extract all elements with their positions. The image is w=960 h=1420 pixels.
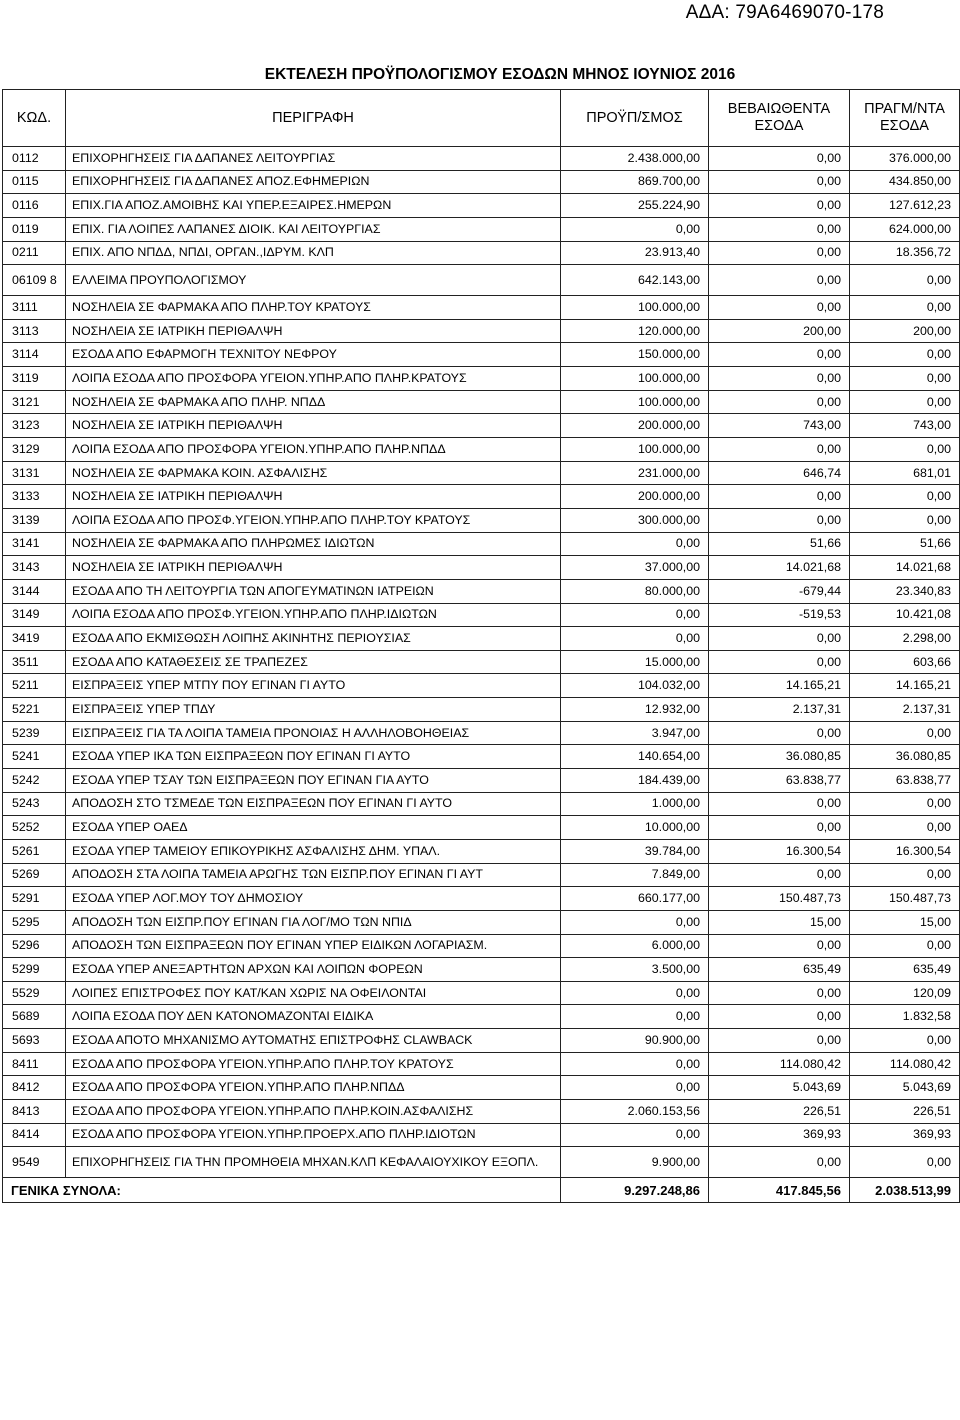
row-code: 3121 [3, 390, 66, 414]
row-description: ΕΣΟΔΑ ΥΠΕΡ ΙΚΑ ΤΩΝ ΕΙΣΠΡΑΞΕΩΝ ΠΟΥ ΕΓΙΝΑΝ ΓΙ ΑΥΤΟ [66, 745, 561, 769]
row-description: ΛΟΙΠΕΣ ΕΠΙΣΤΡΟΦΕΣ ΠΟΥ ΚΑΤ/ΚΑΝ ΧΩΡΙΣ ΝΑ ΟΦΕΙΛΟΝΤΑΙ [66, 981, 561, 1005]
table-row [3, 1005, 960, 1029]
row-budget: 150.000,00 [561, 343, 709, 367]
row-confirmed: 0,00 [709, 981, 850, 1005]
row-confirmed: 0,00 [709, 721, 850, 745]
row-budget: 12.932,00 [561, 698, 709, 722]
row-confirmed: 369,93 [709, 1123, 850, 1147]
row-budget: 3.947,00 [561, 721, 709, 745]
row-realized: 743,00 [850, 414, 960, 438]
row-confirmed: 114.080,42 [709, 1052, 850, 1076]
row-confirmed: 0,00 [709, 390, 850, 414]
table-row [3, 194, 960, 218]
totals-label: ΓΕΝΙΚΑ ΣΥΝΟΛΑ: [3, 1178, 561, 1203]
row-realized: 150.487,73 [850, 887, 960, 911]
row-description: ΑΠΟΔΟΣΗ ΤΩΝ ΕΙΣΠΡΑΞΕΩΝ ΠΟΥ ΕΓΙΝΑΝ ΥΠΕΡ ΕΙΔΙΚΩΝ ΛΟΓΑΡΙΑΣΜ. [66, 934, 561, 958]
row-code: 5295 [3, 910, 66, 934]
row-confirmed: 0,00 [709, 147, 850, 171]
row-code: 3119 [3, 367, 66, 391]
row-description: ΛΟΙΠΑ ΕΣΟΔΑ ΑΠΟ ΠΡΟΣΦΟΡΑ ΥΓΕΙΟΝ.ΥΠΗΡ.ΑΠΟ ΠΛΗΡ.ΝΠΔΔ [66, 438, 561, 462]
row-budget: 0,00 [561, 1076, 709, 1100]
row-description: ΑΠΟΔΟΣΗ ΣΤΟ ΤΣΜΕΔΕ ΤΩΝ ΕΙΣΠΡΑΞΕΩΝ ΠΟΥ ΕΓΙΝΑΝ ΓΙ ΑΥΤΟ [66, 792, 561, 816]
totals-budget: 9.297.248,86 [561, 1178, 709, 1203]
row-realized: 14.165,21 [850, 674, 960, 698]
row-realized: 16.300,54 [850, 839, 960, 863]
table-row [3, 438, 960, 462]
row-description: ΕΠΙΧΟΡΗΓΗΣΕΙΣ ΓΙΑ ΔΑΠΑΝΕΣ ΑΠΟΖ.ΕΦΗΜΕΡΙΩΝ [66, 170, 561, 194]
table-row [3, 296, 960, 320]
row-confirmed: 0,00 [709, 1005, 850, 1029]
row-realized: 0,00 [850, 721, 960, 745]
row-budget: 869.700,00 [561, 170, 709, 194]
ada-identifier: ΑΔΑ: 79Α6469070-178 [685, 2, 884, 23]
row-description: ΕΙΣΠΡΑΞΕΙΣ ΥΠΕΡ ΜΤΠΥ ΠΟΥ ΕΓΙΝΑΝ ΓΙ ΑΥΤΟ [66, 674, 561, 698]
row-budget: 200.000,00 [561, 485, 709, 509]
table-row [3, 863, 960, 887]
row-confirmed: -679,44 [709, 579, 850, 603]
row-description: ΝΟΣΗΛΕΙΑ ΣΕ ΙΑΤΡΙΚΗ ΠΕΡΙΘΑΛΨΗ [66, 556, 561, 580]
row-budget: 660.177,00 [561, 887, 709, 911]
row-description: ΕΣΟΔΑ ΥΠΕΡ ΤΣΑΥ ΤΩΝ ΕΙΣΠΡΑΞΕΩΝ ΠΟΥ ΕΓΙΝΑΝ ΓΙΑ ΑΥΤΟ [66, 769, 561, 793]
row-confirmed: 2.137,31 [709, 698, 850, 722]
table-row [3, 698, 960, 722]
table-row [3, 816, 960, 840]
row-description: ΕΠΙΧ. ΓΙΑ ΛΟΙΠΕΣ ΛΑΠΑΝΕΣ ΔΙΟΙΚ. ΚΑΙ ΛΕΙΤΟΥΡΓΙΑΣ [66, 217, 561, 241]
table-row [3, 319, 960, 343]
header-confirmed: ΒΕΒΑΙΩΘΕΝΤΑ ΕΣΟΔΑ [709, 90, 850, 147]
row-budget: 10.000,00 [561, 816, 709, 840]
row-description: ΕΣΟΔΑ ΑΠΟ ΤΗ ΛΕΙΤΟΥΡΓΙΑ ΤΩΝ ΑΠΟΓΕΥΜΑΤΙΝΩΝ ΙΑΤΡΕΙΩΝ [66, 579, 561, 603]
row-code: 3129 [3, 438, 66, 462]
row-realized: 603,66 [850, 650, 960, 674]
table-row [3, 532, 960, 556]
table-row [3, 485, 960, 509]
row-code: 5261 [3, 839, 66, 863]
row-code: 0116 [3, 194, 66, 218]
row-code: 5296 [3, 934, 66, 958]
table-row [3, 390, 960, 414]
row-budget: 0,00 [561, 217, 709, 241]
row-description: ΕΣΟΔΑ ΥΠΕΡ ΛΟΓ.ΜΟΥ ΤΟΥ ΔΗΜΟΣΙΟΥ [66, 887, 561, 911]
row-confirmed: 16.300,54 [709, 839, 850, 863]
row-code: 06109 8 [3, 265, 66, 296]
table-row [3, 934, 960, 958]
row-budget: 39.784,00 [561, 839, 709, 863]
row-confirmed: 0,00 [709, 1029, 850, 1053]
row-budget: 80.000,00 [561, 579, 709, 603]
row-realized: 0,00 [850, 792, 960, 816]
row-budget: 0,00 [561, 1123, 709, 1147]
row-description: ΝΟΣΗΛΕΙΑ ΣΕ ΙΑΤΡΙΚΗ ΠΕΡΙΘΑΛΨΗ [66, 414, 561, 438]
row-realized: 0,00 [850, 343, 960, 367]
row-budget: 37.000,00 [561, 556, 709, 580]
row-budget: 2.438.000,00 [561, 147, 709, 171]
row-code: 5221 [3, 698, 66, 722]
table-row [3, 745, 960, 769]
table-row [3, 769, 960, 793]
row-realized: 0,00 [850, 296, 960, 320]
row-realized: 624.000,00 [850, 217, 960, 241]
row-confirmed: 5.043,69 [709, 1076, 850, 1100]
row-realized: 0,00 [850, 1029, 960, 1053]
row-code: 3131 [3, 461, 66, 485]
row-code: 8412 [3, 1076, 66, 1100]
row-confirmed: 646,74 [709, 461, 850, 485]
page-title: ΕΚΤΕΛΕΣΗ ΠΡΟΫΠΟΛΟΓΙΣΜΟΥ ΕΣΟΔΩΝ ΜΗΝΟΣ ΙΟΥΝΙΟΣ 2016 [264, 66, 736, 83]
row-confirmed: 150.487,73 [709, 887, 850, 911]
table-row [3, 1029, 960, 1053]
row-realized: 635,49 [850, 958, 960, 982]
row-description: ΛΟΙΠΑ ΕΣΟΔΑ ΠΟΥ ΔΕΝ ΚΑΤΟΝΟΜΑΖΟΝΤΑΙ ΕΙΔΙΚΑ [66, 1005, 561, 1029]
table-row [3, 170, 960, 194]
row-budget: 2.060.153,56 [561, 1099, 709, 1123]
row-realized: 200,00 [850, 319, 960, 343]
row-description: ΝΟΣΗΛΕΙΑ ΣΕ ΙΑΤΡΙΚΗ ΠΕΡΙΘΑΛΨΗ [66, 319, 561, 343]
row-code: 5242 [3, 769, 66, 793]
table-header-row [3, 90, 960, 147]
row-confirmed: 14.165,21 [709, 674, 850, 698]
totals-row [3, 1178, 960, 1203]
row-budget: 6.000,00 [561, 934, 709, 958]
row-budget: 7.849,00 [561, 863, 709, 887]
row-realized: 36.080,85 [850, 745, 960, 769]
row-description: ΕΣΟΔΑ ΑΠΟ ΚΑΤΑΘΕΣΕΙΣ ΣΕ ΤΡΑΠΕΖΕΣ [66, 650, 561, 674]
row-description: ΕΣΟΔΑ ΑΠΟ ΠΡΟΣΦΟΡΑ ΥΓΕΙΟΝ.ΥΠΗΡ.ΑΠΟ ΠΛΗΡ.ΝΠΔΔ [66, 1076, 561, 1100]
revenue-table [2, 89, 960, 1203]
table-row [3, 241, 960, 265]
table-row [3, 958, 960, 982]
row-budget: 0,00 [561, 1005, 709, 1029]
row-code: 0115 [3, 170, 66, 194]
table-row [3, 887, 960, 911]
row-confirmed: 0,00 [709, 863, 850, 887]
row-code: 5211 [3, 674, 66, 698]
row-description: ΕΙΣΠΡΑΞΕΙΣ ΓΙΑ ΤΑ ΛΟΙΠΑ ΤΑΜΕΙΑ ΠΡΟΝΟΙΑΣ Η ΑΛΛΗΛΟΒΟΗΘΕΙΑΣ [66, 721, 561, 745]
row-code: 5529 [3, 981, 66, 1005]
row-code: 3139 [3, 508, 66, 532]
table-row [3, 650, 960, 674]
row-budget: 0,00 [561, 910, 709, 934]
row-budget: 1.000,00 [561, 792, 709, 816]
row-realized: 2.137,31 [850, 698, 960, 722]
row-realized: 2.298,00 [850, 627, 960, 651]
row-budget: 642.143,00 [561, 265, 709, 296]
row-budget: 255.224,90 [561, 194, 709, 218]
row-code: 3511 [3, 650, 66, 674]
row-realized: 1.832,58 [850, 1005, 960, 1029]
row-realized: 51,66 [850, 532, 960, 556]
row-code: 3143 [3, 556, 66, 580]
row-confirmed: 0,00 [709, 792, 850, 816]
row-budget: 231.000,00 [561, 461, 709, 485]
header-code: ΚΩΔ. [3, 90, 66, 147]
row-code: 5693 [3, 1029, 66, 1053]
row-confirmed: 15,00 [709, 910, 850, 934]
row-confirmed: 0,00 [709, 241, 850, 265]
table-row [3, 579, 960, 603]
row-code: 3114 [3, 343, 66, 367]
table-row [3, 1123, 960, 1147]
row-budget: 0,00 [561, 1052, 709, 1076]
row-code: 5239 [3, 721, 66, 745]
row-realized: 369,93 [850, 1123, 960, 1147]
row-realized: 15,00 [850, 910, 960, 934]
row-code: 3419 [3, 627, 66, 651]
row-description: ΕΙΣΠΡΑΞΕΙΣ ΥΠΕΡ ΤΠΔΥ [66, 698, 561, 722]
row-realized: 226,51 [850, 1099, 960, 1123]
table-row [3, 147, 960, 171]
table-row [3, 1052, 960, 1076]
table-row [3, 792, 960, 816]
row-realized: 0,00 [850, 438, 960, 462]
row-realized: 0,00 [850, 508, 960, 532]
row-confirmed: 0,00 [709, 343, 850, 367]
row-budget: 104.032,00 [561, 674, 709, 698]
row-description: ΝΟΣΗΛΕΙΑ ΣΕ ΦΑΡΜΑΚΑ ΑΠΟ ΠΛΗΡΩΜΕΣ ΙΔΙΩΤΩΝ [66, 532, 561, 556]
row-description: ΕΣΟΔΑ ΑΠΟ ΠΡΟΣΦΟΡΑ ΥΓΕΙΟΝ.ΥΠΗΡ.ΑΠΟ ΠΛΗΡ.ΤΟΥ ΚΡΑΤΟΥΣ [66, 1052, 561, 1076]
row-confirmed: 0,00 [709, 650, 850, 674]
table-row [3, 461, 960, 485]
row-realized: 14.021,68 [850, 556, 960, 580]
table-row [3, 721, 960, 745]
row-confirmed: 14.021,68 [709, 556, 850, 580]
row-realized: 0,00 [850, 863, 960, 887]
row-budget: 184.439,00 [561, 769, 709, 793]
row-realized: 0,00 [850, 265, 960, 296]
row-budget: 140.654,00 [561, 745, 709, 769]
row-description: ΕΠΙΧΟΡΗΓΗΣΕΙΣ ΓΙΑ ΔΑΠΑΝΕΣ ΛΕΙΤΟΥΡΓΙΑΣ [66, 147, 561, 171]
row-code: 3111 [3, 296, 66, 320]
row-confirmed: 0,00 [709, 816, 850, 840]
row-code: 5299 [3, 958, 66, 982]
row-description: ΛΟΙΠΑ ΕΣΟΔΑ ΑΠΟ ΠΡΟΣΦ.ΥΓΕΙΟΝ.ΥΠΗΡ.ΑΠΟ ΠΛΗΡ.ΤΟΥ ΚΡΑΤΟΥΣ [66, 508, 561, 532]
row-realized: 114.080,42 [850, 1052, 960, 1076]
row-budget: 0,00 [561, 532, 709, 556]
row-confirmed: 0,00 [709, 508, 850, 532]
row-confirmed: 0,00 [709, 265, 850, 296]
row-realized: 0,00 [850, 816, 960, 840]
row-budget: 100.000,00 [561, 296, 709, 320]
table-row [3, 414, 960, 438]
table-row [3, 674, 960, 698]
row-confirmed: 0,00 [709, 194, 850, 218]
row-description: ΕΣΟΔΑ ΑΠΟ ΕΚΜΙΣΘΩΣΗ ΛΟΙΠΗΣ ΑΚΙΝΗΤΗΣ ΠΕΡΙΟΥΣΙΑΣ [66, 627, 561, 651]
row-code: 3144 [3, 579, 66, 603]
row-confirmed: 0,00 [709, 934, 850, 958]
row-code: 3149 [3, 603, 66, 627]
table-row [3, 508, 960, 532]
totals-realized: 2.038.513,99 [850, 1178, 960, 1203]
row-description: ΕΣΟΔΑ ΑΠΟ ΠΡΟΣΦΟΡΑ ΥΓΕΙΟΝ.ΥΠΗΡ.ΑΠΟ ΠΛΗΡ.ΚΟΙΝ.ΑΣΦΑΛΙΣΗΣ [66, 1099, 561, 1123]
table-row [3, 981, 960, 1005]
row-confirmed: 743,00 [709, 414, 850, 438]
row-realized: 681,01 [850, 461, 960, 485]
row-budget: 23.913,40 [561, 241, 709, 265]
row-description: ΕΣΟΔΑ ΑΠΟ ΠΡΟΣΦΟΡΑ ΥΓΕΙΟΝ.ΥΠΗΡ.ΠΡΟΕΡΧ.ΑΠΟ ΠΛΗΡ.ΙΔΙΟΤΩΝ [66, 1123, 561, 1147]
row-code: 5243 [3, 792, 66, 816]
table-row [3, 910, 960, 934]
header-realized: ΠΡΑΓΜ/ΝΤΑ ΕΣΟΔΑ [850, 90, 960, 147]
row-description: ΛΟΙΠΑ ΕΣΟΔΑ ΑΠΟ ΠΡΟΣΦ.ΥΓΕΙΟΝ.ΥΠΗΡ.ΑΠΟ ΠΛΗΡ.ΙΔΙΩΤΩΝ [66, 603, 561, 627]
row-description: ΝΟΣΗΛΕΙΑ ΣΕ ΙΑΤΡΙΚΗ ΠΕΡΙΘΑΛΨΗ [66, 485, 561, 509]
row-description: ΕΣΟΔΑ ΥΠΕΡ ΟΑΕΔ [66, 816, 561, 840]
table-row [3, 556, 960, 580]
table-row [3, 1147, 960, 1178]
row-description: ΑΠΟΔΟΣΗ ΤΩΝ ΕΙΣΠΡ.ΠΟΥ ΕΓΙΝΑΝ ΓΙΑ ΛΟΓ/ΜΟ ΤΩΝ ΝΠΙΔ [66, 910, 561, 934]
row-confirmed: 0,00 [709, 170, 850, 194]
row-code: 5689 [3, 1005, 66, 1029]
table-row [3, 265, 960, 296]
row-confirmed: 36.080,85 [709, 745, 850, 769]
table-row [3, 603, 960, 627]
row-description: ΝΟΣΗΛΕΙΑ ΣΕ ΦΑΡΜΑΚΑ ΚΟΙΝ. ΑΣΦΑΛΙΣΗΣ [66, 461, 561, 485]
row-description: ΕΛΛΕΙΜΑ ΠΡΟΥΠΟΛΟΓΙΣΜΟΥ [66, 265, 561, 296]
row-realized: 120,09 [850, 981, 960, 1005]
row-confirmed: 51,66 [709, 532, 850, 556]
row-description: ΕΠΙΧΟΡΗΓΗΣΕΙΣ ΓΙΑ ΤΗΝ ΠΡΟΜΗΘΕΙΑ ΜΗΧΑΝ.ΚΛΠ ΚΕΦΑΛΑΙΟΥΧΙΚΟΥ ΕΞΟΠΛ. [66, 1147, 561, 1178]
row-budget: 100.000,00 [561, 367, 709, 391]
row-realized: 10.421,08 [850, 603, 960, 627]
row-confirmed: 0,00 [709, 296, 850, 320]
row-confirmed: 0,00 [709, 1147, 850, 1178]
row-code: 9549 [3, 1147, 66, 1178]
row-realized: 0,00 [850, 934, 960, 958]
row-confirmed: -519,53 [709, 603, 850, 627]
row-realized: 0,00 [850, 390, 960, 414]
row-code: 0119 [3, 217, 66, 241]
row-realized: 434.850,00 [850, 170, 960, 194]
row-description: ΕΣΟΔΑ ΥΠΕΡ ΑΝΕΞΑΡΤΗΤΩΝ ΑΡΧΩΝ ΚΑΙ ΛΟΙΠΩΝ ΦΟΡΕΩΝ [66, 958, 561, 982]
row-code: 5241 [3, 745, 66, 769]
row-realized: 23.340,83 [850, 579, 960, 603]
table-row [3, 1076, 960, 1100]
row-realized: 0,00 [850, 367, 960, 391]
row-realized: 0,00 [850, 485, 960, 509]
row-realized: 5.043,69 [850, 1076, 960, 1100]
table-row [3, 1099, 960, 1123]
row-code: 0211 [3, 241, 66, 265]
row-budget: 0,00 [561, 603, 709, 627]
row-code: 3123 [3, 414, 66, 438]
row-realized: 376.000,00 [850, 147, 960, 171]
row-code: 5252 [3, 816, 66, 840]
row-description: ΝΟΣΗΛΕΙΑ ΣΕ ΦΑΡΜΑΚΑ ΑΠΟ ΠΛΗΡ.ΤΟΥ ΚΡΑΤΟΥΣ [66, 296, 561, 320]
table-row [3, 839, 960, 863]
row-description: ΑΠΟΔΟΣΗ ΣΤΑ ΛΟΙΠΑ ΤΑΜΕΙΑ ΑΡΩΓΗΣ ΤΩΝ ΕΙΣΠΡ.ΠΟΥ ΕΓΙΝΑΝ ΓΙ ΑΥΤ [66, 863, 561, 887]
row-realized: 18.356,72 [850, 241, 960, 265]
row-code: 8414 [3, 1123, 66, 1147]
row-confirmed: 63.838,77 [709, 769, 850, 793]
row-realized: 0,00 [850, 1147, 960, 1178]
header-budget: ΠΡΟΫΠ/ΣΜΟΣ [561, 90, 709, 147]
row-code: 8413 [3, 1099, 66, 1123]
row-confirmed: 0,00 [709, 217, 850, 241]
table-body [3, 147, 960, 1178]
table-row [3, 627, 960, 651]
row-description: ΕΠΙΧ. ΑΠΟ ΝΠΔΔ, ΝΠΔΙ, ΟΡΓΑΝ.,ΙΔΡΥΜ. ΚΛΠ [66, 241, 561, 265]
row-confirmed: 0,00 [709, 438, 850, 462]
row-code: 5269 [3, 863, 66, 887]
row-description: ΕΣΟΔΑ ΑΠΟΤΟ ΜΗΧΑΝΙΣΜΟ ΑΥΤΟΜΑΤΗΣ ΕΠΙΣΤΡΟΦΗΣ CLAWBACK [66, 1029, 561, 1053]
row-confirmed: 635,49 [709, 958, 850, 982]
row-budget: 300.000,00 [561, 508, 709, 532]
row-description: ΕΣΟΔΑ ΑΠΟ ΕΦΑΡΜΟΓΗ ΤΕΧΝΙΤΟΥ ΝΕΦΡΟΥ [66, 343, 561, 367]
row-budget: 90.900,00 [561, 1029, 709, 1053]
row-description: ΛΟΙΠΑ ΕΣΟΔΑ ΑΠΟ ΠΡΟΣΦΟΡΑ ΥΓΕΙΟΝ.ΥΠΗΡ.ΑΠΟ ΠΛΗΡ.ΚΡΑΤΟΥΣ [66, 367, 561, 391]
row-confirmed: 200,00 [709, 319, 850, 343]
row-code: 8411 [3, 1052, 66, 1076]
row-realized: 63.838,77 [850, 769, 960, 793]
row-budget: 100.000,00 [561, 390, 709, 414]
table-row [3, 343, 960, 367]
row-budget: 100.000,00 [561, 438, 709, 462]
row-confirmed: 0,00 [709, 627, 850, 651]
row-description: ΝΟΣΗΛΕΙΑ ΣΕ ΦΑΡΜΑΚΑ ΑΠΟ ΠΛΗΡ. ΝΠΔΔ [66, 390, 561, 414]
row-budget: 9.900,00 [561, 1147, 709, 1178]
row-realized: 127.612,23 [850, 194, 960, 218]
row-code: 3133 [3, 485, 66, 509]
row-code: 0112 [3, 147, 66, 171]
row-confirmed: 226,51 [709, 1099, 850, 1123]
table-row [3, 367, 960, 391]
totals-confirmed: 417.845,56 [709, 1178, 850, 1203]
row-confirmed: 0,00 [709, 367, 850, 391]
row-budget: 15.000,00 [561, 650, 709, 674]
row-budget: 0,00 [561, 981, 709, 1005]
row-budget: 0,00 [561, 627, 709, 651]
row-description: ΕΣΟΔΑ ΥΠΕΡ ΤΑΜΕΙΟΥ ΕΠΙΚΟΥΡΙΚΗΣ ΑΣΦΑΛΙΣΗΣ ΔΗΜ. ΥΠΑΛ. [66, 839, 561, 863]
row-budget: 200.000,00 [561, 414, 709, 438]
row-confirmed: 0,00 [709, 485, 850, 509]
row-budget: 3.500,00 [561, 958, 709, 982]
row-code: 5291 [3, 887, 66, 911]
row-budget: 120.000,00 [561, 319, 709, 343]
row-code: 3141 [3, 532, 66, 556]
table-row [3, 217, 960, 241]
header-description: ΠΕΡΙΓΡΑΦΗ [66, 90, 561, 147]
row-code: 3113 [3, 319, 66, 343]
row-description: ΕΠΙΧ.ΓΙΑ ΑΠΟΖ.ΑΜΟΙΒΗΣ ΚΑΙ ΥΠΕΡ.ΕΞΑΙΡΕΣ.ΗΜΕΡΩΝ [66, 194, 561, 218]
